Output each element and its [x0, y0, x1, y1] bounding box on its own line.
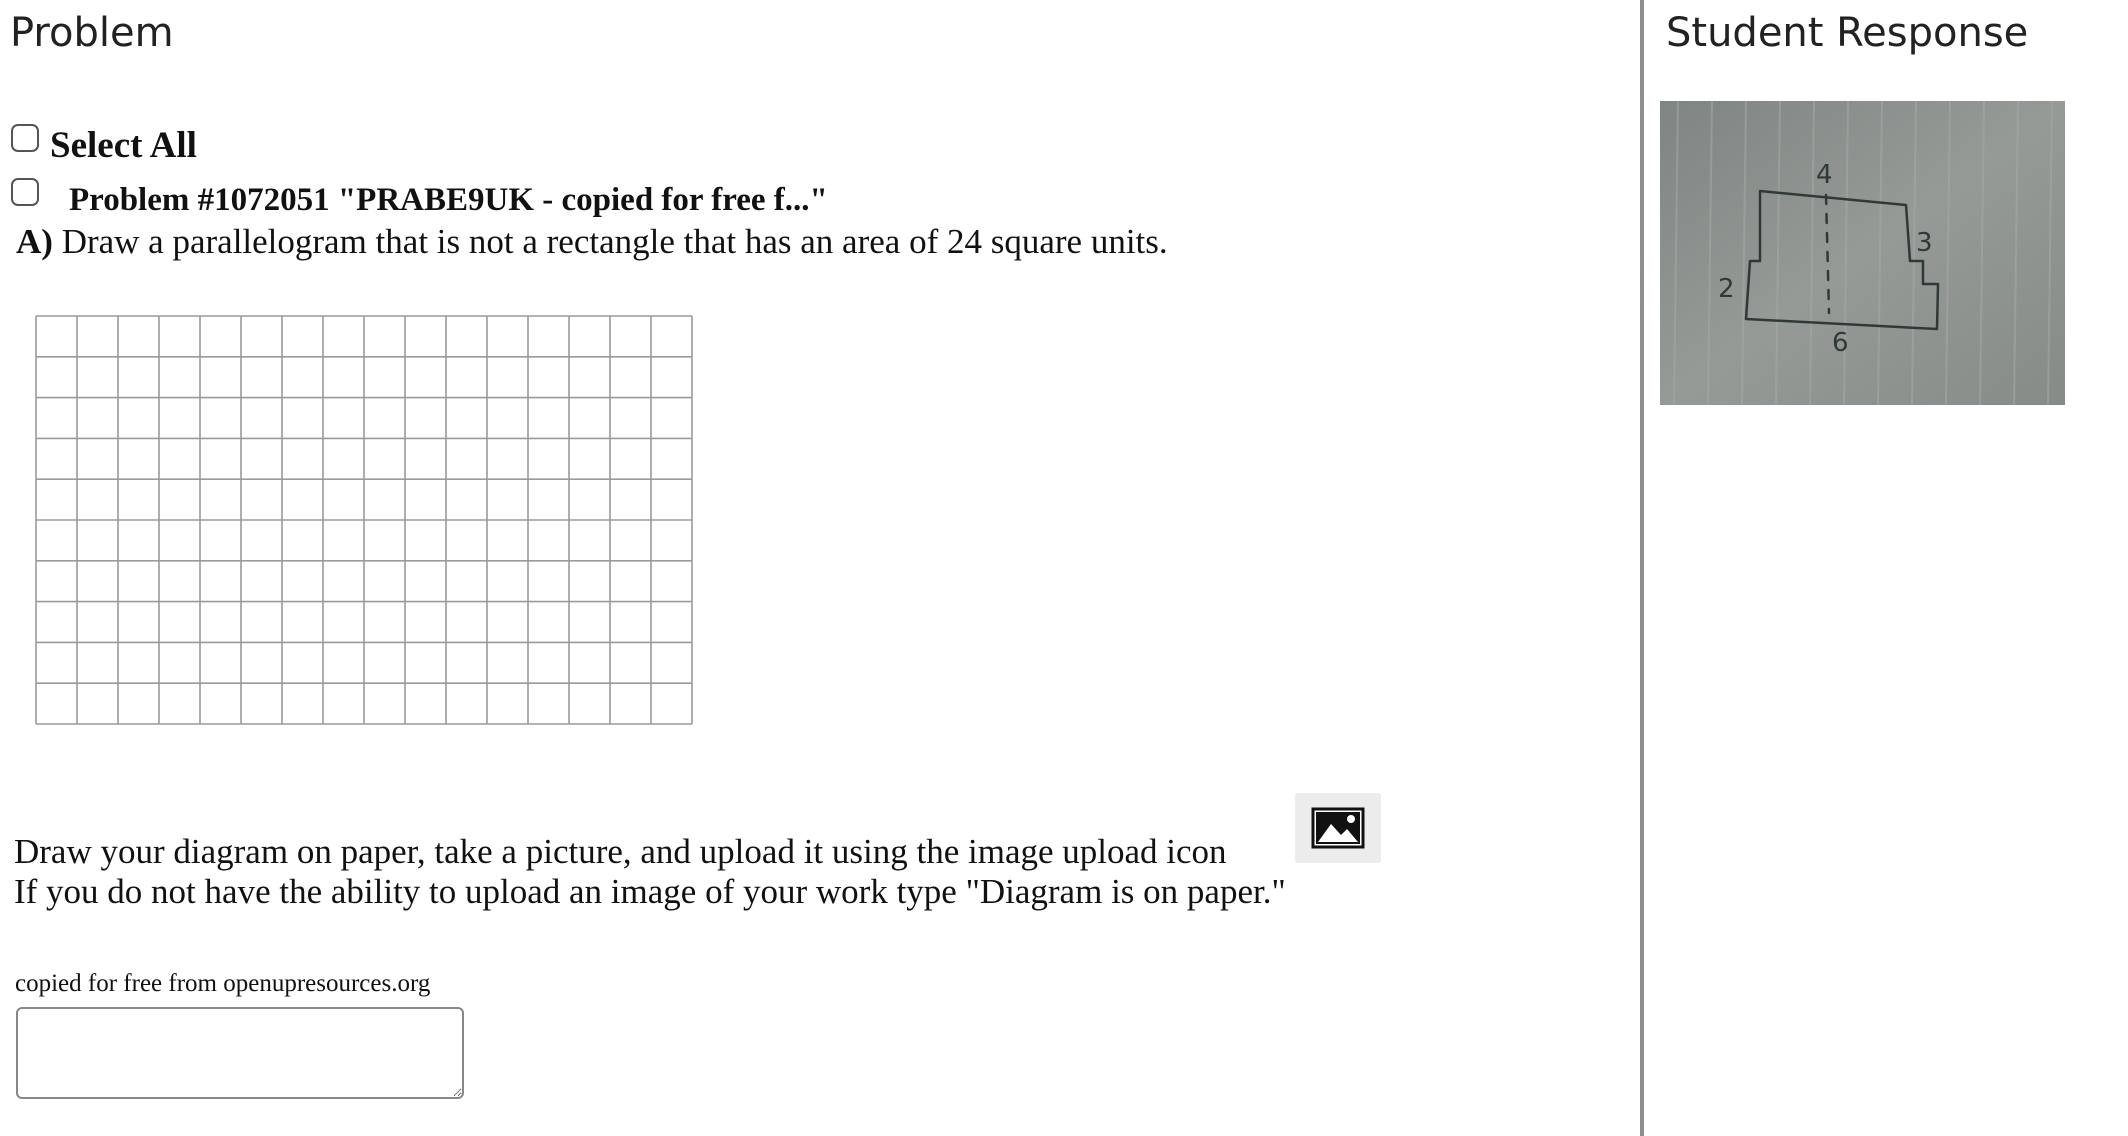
question-body: Draw a parallelogram that is not a rectangle that has an area of 24 square units.	[52, 222, 1168, 261]
image-upload-icon	[1311, 807, 1365, 849]
problem-checkbox[interactable]	[11, 178, 39, 206]
student-work-photo	[1660, 101, 2065, 405]
problem-pane-title: Problem	[10, 10, 174, 56]
photo-label-bottom: 6	[1832, 328, 1849, 358]
question-text	[16, 222, 1168, 262]
student-response-title: Student Response	[1666, 10, 2029, 56]
photo-label-right: 3	[1916, 228, 1933, 258]
student-response-pane	[1644, 0, 2128, 1136]
answer-textarea[interactable]	[16, 1007, 464, 1099]
instructions-line-2: If you do not have the ability to upload an image of your work type "Diagram is on paper."	[14, 872, 1286, 911]
instructions-line-1: Draw your diagram on paper, take a picture, and upload it using the image upload icon	[14, 832, 1227, 871]
source-footnote: copied for free from openupresources.org	[15, 970, 431, 997]
graph-paper-grid	[34, 314, 694, 726]
photo-label-top: 4	[1816, 160, 1833, 190]
grid-drawing	[34, 314, 694, 726]
image-upload-button[interactable]	[1295, 793, 1381, 863]
select-all-label[interactable]: Select All	[50, 125, 197, 166]
question-part-label: A)	[16, 222, 53, 261]
select-all-checkbox[interactable]	[11, 124, 39, 152]
photo-label-left: 2	[1718, 274, 1735, 304]
problem-label: Problem #1072051 "PRABE9UK - copied for free f..."	[69, 182, 828, 218]
